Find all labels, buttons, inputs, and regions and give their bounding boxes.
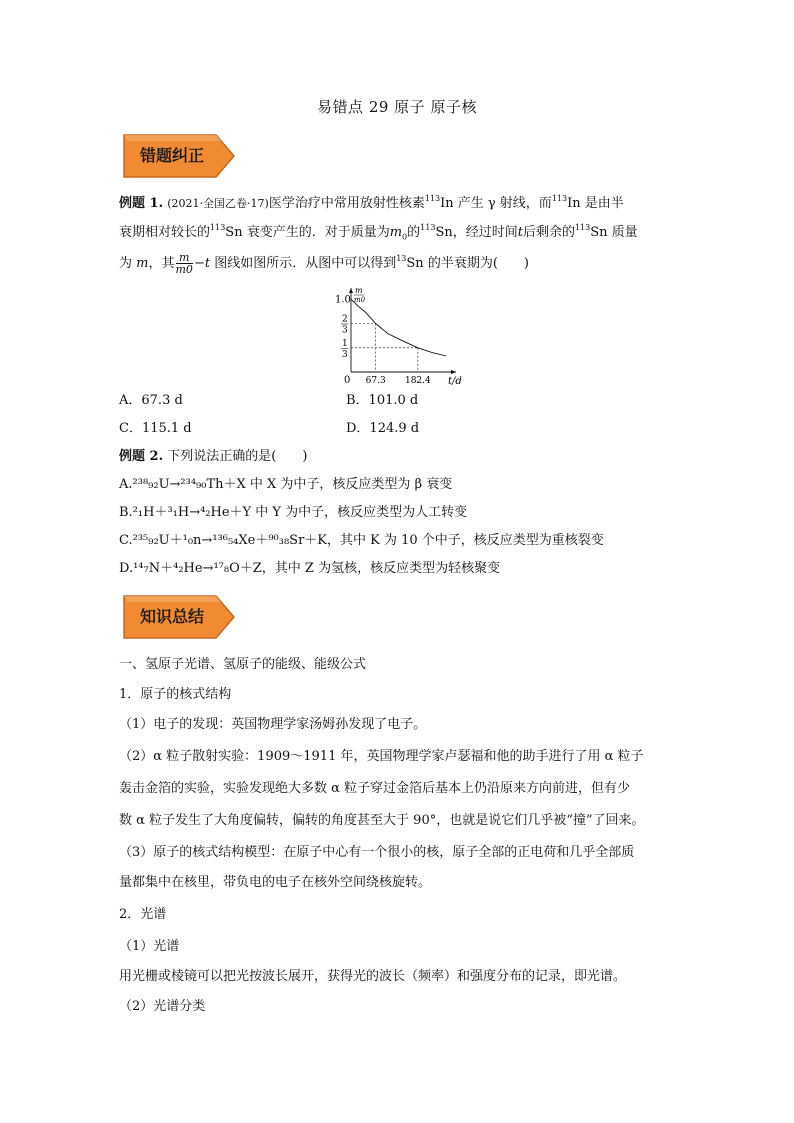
fraction-m-over-m0 — [176, 252, 193, 275]
summary-paragraph: （2）α 粒子散射实验：1909～1911 年，英国物理学家卢瑟福和他的助手进行了用 α 粒子 — [119, 749, 644, 764]
x-tick-label: 67.3 — [365, 376, 386, 386]
banner-label: 错题纠正 — [139, 146, 204, 165]
y-axis-arrow — [349, 288, 353, 293]
ex1-text: 医学治疗中常用放射性核素 — [268, 196, 425, 211]
ex1-text: ，其 — [148, 256, 175, 271]
summary-paragraph: （2）光谱分类 — [119, 999, 206, 1014]
summary-paragraph: 用光栅或棱镜可以把光按波长展开，获得光的波长（频率）和强度分布的记录，即光谱。 — [119, 969, 627, 984]
ex1-option-c[interactable]: C．115.1 d — [119, 421, 192, 436]
summary-paragraph: （1）光谱 — [119, 939, 180, 954]
ex1-text: 衰期相对较长的 — [119, 225, 211, 240]
mass-symbol: m — [389, 225, 403, 240]
y-tick-label-numerator: 1 — [342, 338, 348, 349]
ex2-option-a[interactable]: A.²³⁸₉₂U→²³⁴₉₀Th＋X 中 X 为中子，核反应类型为 β 衰变 — [119, 477, 453, 492]
y-axis-label-numerator: m — [355, 286, 363, 295]
ex1-line3 — [119, 246, 699, 277]
summary-paragraph: （3）原子的核式结构模型：在原子中心有一个很小的核，原子全部的正电荷和几乎全部质 — [119, 845, 635, 860]
x-axis-arrow — [451, 370, 456, 374]
subscript: 0 — [402, 232, 408, 242]
ex1-line2 — [119, 217, 699, 249]
x-axis-label: t/d — [448, 376, 462, 387]
fraction-denominator: m0 — [175, 263, 193, 276]
ex1-text: − — [193, 256, 205, 271]
mass-number: 113 — [210, 223, 226, 232]
ex1-source: (2021·全国乙卷·17) — [167, 197, 269, 210]
ex1-text: 的 — [407, 225, 421, 240]
ex1-text: Sn 衰变产生的．对于质量为 — [225, 225, 390, 240]
origin-label: 0 — [344, 375, 351, 386]
ex2-option-d[interactable]: D.¹⁴₇N＋⁴₂He→¹⁷₈O＋Z，其中 Z 为氢核，核反应类型为轻核聚变 — [119, 561, 501, 576]
summary-subheading: 1．原子的核式结构 — [119, 687, 232, 702]
decay-curve-chart — [325, 284, 465, 390]
ex2-question: 下列说法正确的是( ) — [167, 449, 308, 464]
ex1-text: Sn 的半衰期为( ) — [406, 256, 529, 271]
ex1-option-b[interactable]: B．101.0 d — [346, 393, 419, 408]
summary-heading: 一、氢原子光谱、氢原子的能级、能级公式 — [119, 657, 367, 672]
ex2-label: 例题 2. — [119, 449, 164, 464]
y-tick-label-denominator: 3 — [342, 325, 348, 336]
ex1-text: In 产生 γ 射线，而 — [440, 196, 552, 211]
y-tick-label-numerator: 2 — [342, 314, 348, 325]
summary-paragraph: （1）电子的发现：英国物理学家汤姆孙发现了电子。 — [119, 717, 427, 732]
banner-knowledge-summary — [122, 592, 238, 642]
summary-paragraph: 轰击金箔的实验，实验发现绝大多数 α 粒子穿过金箔后基本上仍沿原来方向前进，但有少 — [119, 781, 631, 796]
ex2-option-c[interactable]: C.²³⁵₉₂U＋¹₀n→¹³⁶₅₄Xe＋⁹⁰₃₈Sr＋K，其中 K 为 10 个中子，核反应类型为重核裂变 — [119, 533, 604, 548]
ex1-text: Sn，经过时间 — [435, 225, 518, 240]
ex1-text: 后剩余的 — [522, 225, 575, 240]
ex1-option-a[interactable]: A．67.3 d — [119, 393, 183, 408]
mass-number: 113 — [420, 223, 436, 232]
time-symbol: t — [204, 256, 211, 271]
mass-symbol: m — [136, 256, 149, 271]
summary-paragraph: 量都集中在核里，带负电的电子在核外空间绕核旋转。 — [119, 875, 432, 890]
ex1-text: 为 — [119, 256, 133, 271]
ex2-option-b[interactable]: B.²₁H＋³₁H→⁴₂He＋Y 中 Y 为中子，核反应类型为人工转变 — [119, 505, 468, 520]
y-tick-label-denominator: 3 — [342, 349, 348, 360]
decay-curve-line — [351, 299, 446, 356]
mass-number: 13 — [396, 254, 407, 263]
ex1-label: 例题 1. — [119, 196, 164, 211]
ex1-text: 图线如图所示．从图中可以得到 — [210, 256, 397, 271]
time-symbol: t — [517, 225, 523, 240]
ex1-text: Sn 质量 — [590, 225, 638, 240]
ex2-question-line — [119, 446, 699, 468]
mass-number: 113 — [424, 194, 441, 203]
page-title: 易错点 29 原子 原子核 — [317, 98, 477, 116]
x-tick-label: 182.4 — [404, 376, 431, 386]
mass-number: 113 — [551, 194, 568, 203]
y-tick-label: 1.0 — [335, 294, 351, 306]
ex1-line1 — [119, 188, 699, 215]
ex1-option-d[interactable]: D．124.9 d — [346, 421, 420, 436]
summary-subheading: 2．光谱 — [119, 907, 167, 922]
banner-label: 知识总结 — [139, 607, 204, 626]
banner-error-correction — [122, 131, 238, 181]
ex1-text: In 是由半 — [567, 196, 624, 211]
y-axis-label-denominator: m0 — [354, 296, 366, 304]
summary-paragraph: 数 α 粒子发生了大角度偏转，偏转的角度甚至大于 90°，也就是说它们几乎被“撞”了回来。 — [119, 813, 645, 828]
fraction-numerator: m — [176, 252, 193, 264]
mass-number: 113 — [574, 223, 591, 232]
